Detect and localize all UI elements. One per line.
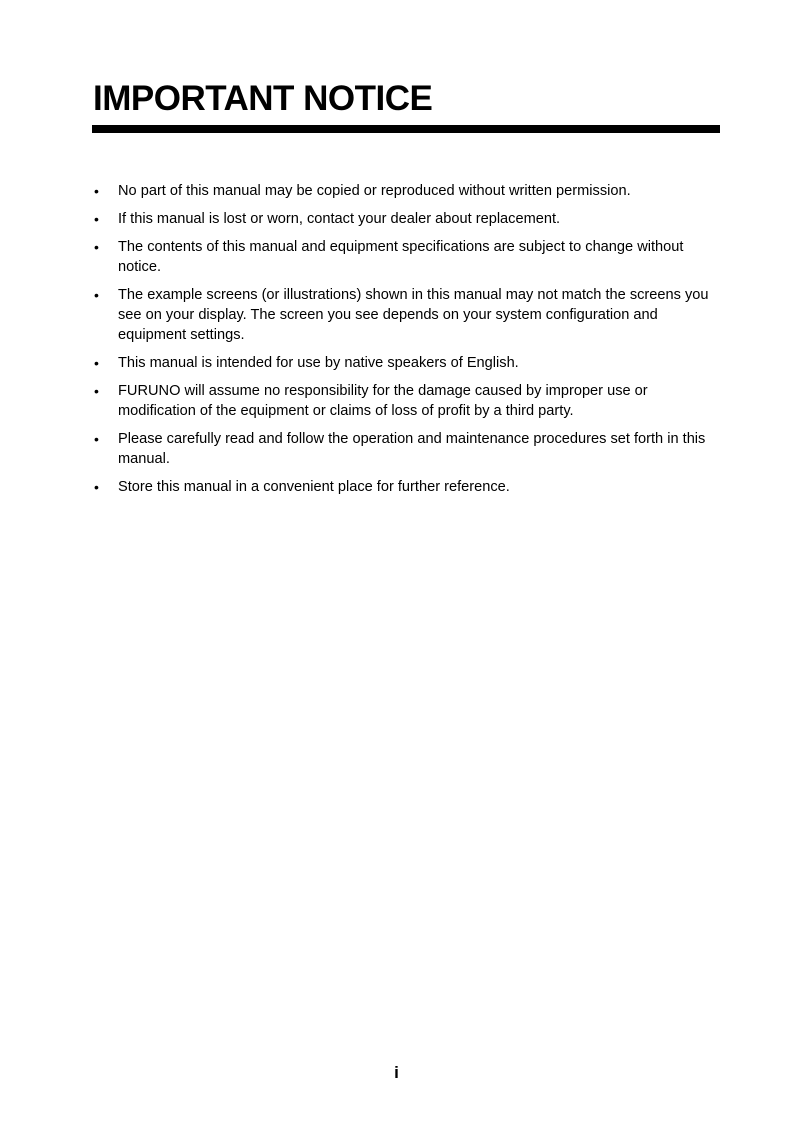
bullet-icon: • xyxy=(94,355,99,371)
list-item xyxy=(93,285,720,345)
bullet-icon: • xyxy=(94,383,99,399)
notice-text: The example screens (or illustrations) shown in this manual may not match the screens you see on your display. The screen you see depends on your system configuration and equipment settings. xyxy=(118,287,709,343)
bullet-icon: • xyxy=(94,479,99,495)
page-number: i xyxy=(394,1063,399,1082)
page-title: IMPORTANT NOTICE xyxy=(93,79,433,118)
bullet-icon: • xyxy=(94,431,99,447)
notice-text: Store this manual in a convenient place for further reference. xyxy=(118,479,510,495)
bullet-icon: • xyxy=(94,287,99,303)
list-item xyxy=(93,237,720,277)
notice-text: This manual is intended for use by native speakers of English. xyxy=(118,355,519,371)
notice-text: If this manual is lost or worn, contact your dealer about replacement. xyxy=(118,211,561,227)
notice-text: FURUNO will assume no responsibility for the damage caused by improper use or modification of the equipment or claims of loss of profit by a third party. xyxy=(118,383,648,419)
list-item xyxy=(93,429,720,469)
list-item xyxy=(93,181,720,201)
title-rule xyxy=(92,125,720,133)
notice-list xyxy=(93,181,720,505)
bullet-icon: • xyxy=(94,239,99,255)
list-item xyxy=(93,477,720,497)
bullet-icon: • xyxy=(94,183,99,199)
list-item xyxy=(93,381,720,421)
list-item xyxy=(93,209,720,229)
notice-text: The contents of this manual and equipment specifications are subject to change without notice. xyxy=(118,239,684,275)
notice-text: Please carefully read and follow the operation and maintenance procedures set forth in this manual. xyxy=(118,431,706,467)
bullet-icon: • xyxy=(94,211,99,227)
list-item xyxy=(93,353,720,373)
notice-text: No part of this manual may be copied or reproduced without written permission. xyxy=(118,183,631,199)
